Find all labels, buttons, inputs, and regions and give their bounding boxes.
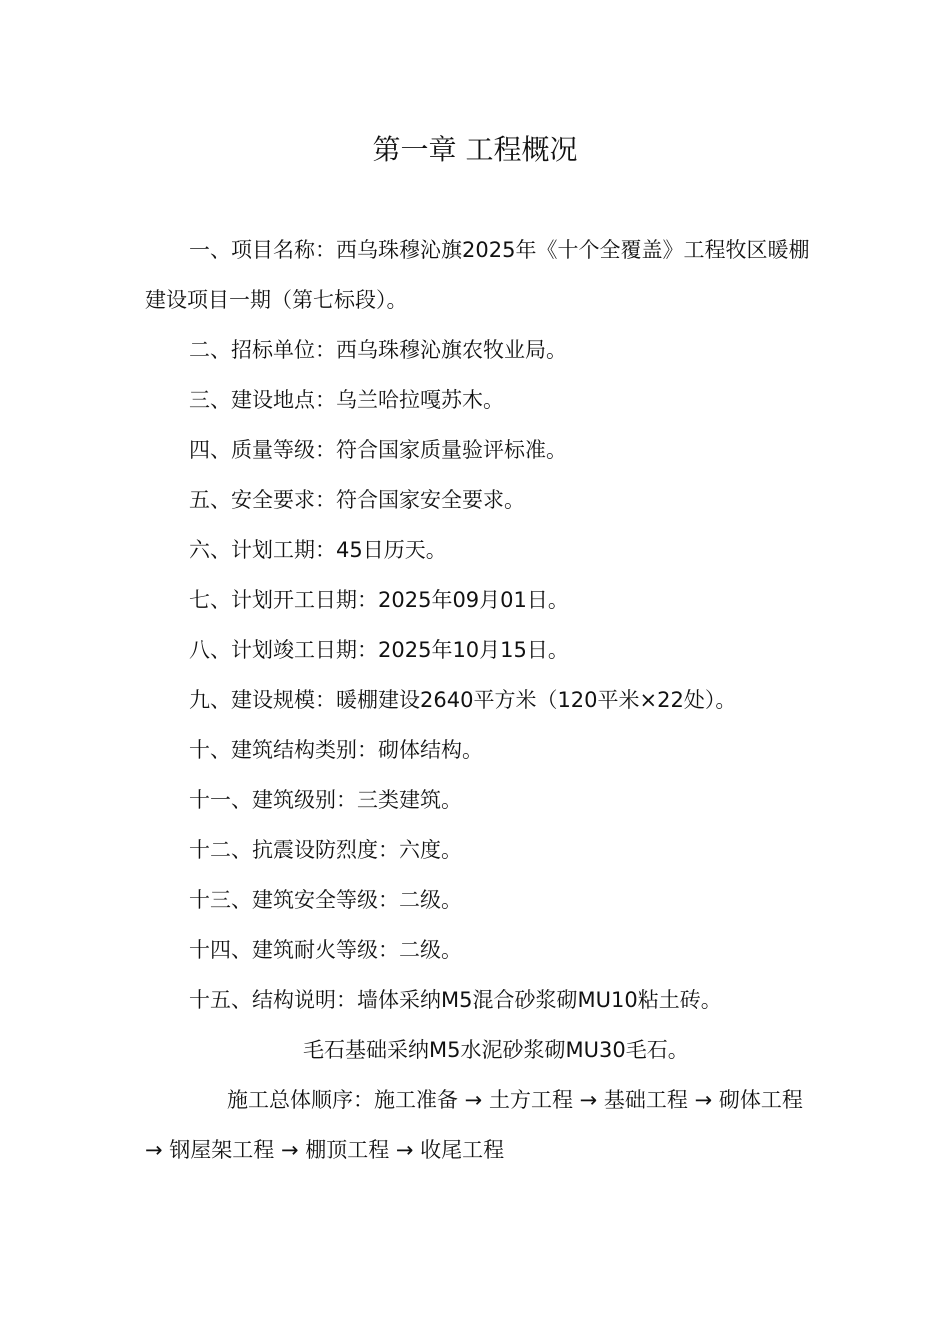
item-building-class: 十一、建筑级别：三类建筑。	[189, 788, 462, 812]
construction-order: 施工总体顺序：施工准备 → 土方工程 → 基础工程 → 砌体工程 → 钢屋架工程 → 棚顶工程 → 收尾工程	[145, 1088, 803, 1162]
item-planned-duration: 六、计划工期：45日历天。	[189, 538, 447, 562]
chapter-title: 第一章 工程概况	[372, 133, 578, 166]
item-safety-requirement: 五、安全要求：符合国家安全要求。	[189, 488, 525, 512]
item-construction-scale: 九、建设规模：暖棚建设2640平方米（120平米×22处）。	[189, 688, 737, 712]
item-quality-grade: 四、质量等级：符合国家质量验评标准。	[189, 438, 567, 462]
item-completion-date: 八、计划竣工日期：2025年10月15日。	[189, 638, 569, 662]
item-structure-description: 十五、结构说明：墙体采纳M5混合砂浆砌MU10粘土砖。	[189, 988, 722, 1012]
item-project-name: 一、项目名称：西乌珠穆沁旗2025年《十个全覆盖》工程牧区暖棚建设项目一期（第七标段）。	[145, 238, 810, 312]
item-bidding-unit: 二、招标单位：西乌珠穆沁旗农牧业局。	[189, 338, 567, 362]
item-safety-grade: 十三、建筑安全等级：二级。	[189, 888, 462, 912]
project-overview-body	[145, 225, 820, 1175]
item-location: 三、建设地点：乌兰哈拉嘎苏木。	[189, 388, 504, 412]
item-fire-resistance: 十四、建筑耐火等级：二级。	[189, 938, 462, 962]
item-structure-type: 十、建筑结构类别：砌体结构。	[189, 738, 483, 762]
item-seismic-intensity: 十二、抗震设防烈度：六度。	[189, 838, 462, 862]
item-start-date: 七、计划开工日期：2025年09月01日。	[189, 588, 569, 612]
structure-note: 毛石基础采纳M5水泥砂浆砌MU30毛石。	[303, 1038, 689, 1062]
